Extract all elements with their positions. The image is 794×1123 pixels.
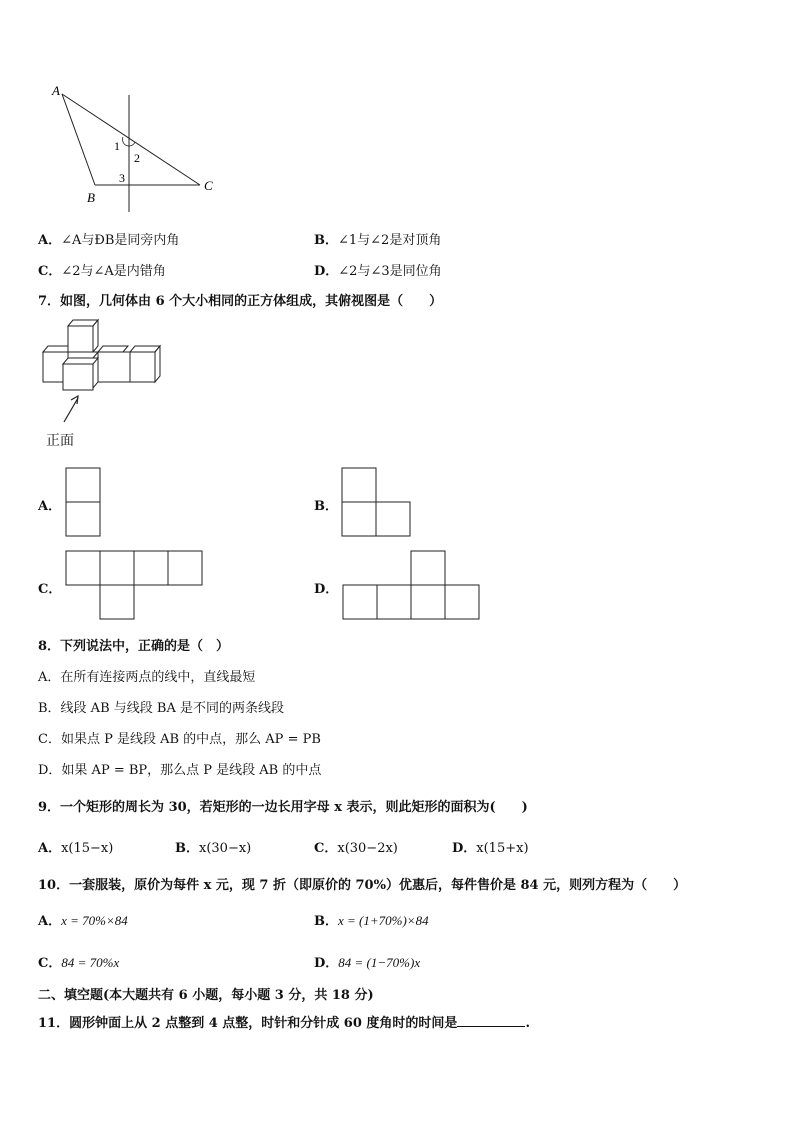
- q9-option-d: D．x(15+x): [452, 841, 529, 856]
- cube-front: [98, 352, 130, 382]
- q8-stem: 8．下列说法中，正确的是（ ）: [38, 639, 230, 654]
- side-ab: [62, 94, 95, 185]
- vertex-a: A: [52, 83, 60, 98]
- cube-front: [130, 352, 155, 382]
- q9-stem: 9．一个矩形的周长为 30，若矩形的一边长用字母 x 表示，则此矩形的面积为( ): [38, 800, 528, 815]
- q7-option-b-figure: [341, 467, 413, 537]
- vertex-b: B: [87, 190, 95, 205]
- q9-option-a: A．x(15−x): [38, 841, 114, 856]
- cube-solid-figure: [40, 314, 165, 424]
- q7-stem: 7．如图，几何体由 6 个大小相同的正方体组成，其俯视图是（ ）: [38, 294, 443, 309]
- q7-option-a-figure: [65, 467, 103, 537]
- vertex-c: C: [204, 178, 213, 193]
- angle-3-label: 3: [119, 171, 125, 185]
- q8-option-d: D．如果 AP = BP，那么点 P 是线段 AB 的中点: [38, 763, 322, 778]
- side-ac: [62, 94, 200, 185]
- cube-top: [63, 358, 98, 364]
- triangle-figure: [40, 82, 230, 212]
- q6-option-c: C．∠2与∠A是内错角: [38, 264, 166, 279]
- angle-1-label: 1: [114, 139, 120, 153]
- q7-option-c-figure: [65, 550, 205, 620]
- q6-option-d: D．∠2与∠3是同位角: [314, 264, 442, 279]
- view-arrow: [64, 398, 78, 422]
- cube-side: [93, 352, 98, 388]
- q10-option-b: B．x = (1+70%)×84: [314, 913, 429, 929]
- q10-stem: 10．一套服装，原价为每件 x 元，现 7 折（即原价的 70%）优惠后，每件售价是 84 元，则列方程为（ ）: [38, 878, 687, 893]
- q10-option-d: D．84 = (1−70%)x: [314, 955, 421, 971]
- q10-option-a: A．x = 70%×84: [38, 913, 128, 929]
- q6-option-b: B．∠1与∠2是对顶角: [314, 233, 442, 248]
- section-heading: 二、填空题(本大题共有 6 小题，每小题 3 分，共 18 分): [38, 988, 374, 1003]
- q9-option-c: C．x(30−2x): [314, 841, 398, 856]
- q11-stem: 11．圆形钟面上从 2 点整到 4 点整，时针和分针成 60 度角时的时间是 .: [38, 1016, 530, 1031]
- cube-side: [155, 346, 160, 382]
- q7-option-d-figure: [342, 550, 482, 620]
- q6-option-a: A．∠A与ÐB是同旁内角: [38, 233, 180, 248]
- q9-option-b: B．x(30−x): [175, 841, 252, 856]
- q10-option-c: C．84 = 70%x: [38, 955, 120, 971]
- q7-option-c-label: C．: [38, 582, 62, 597]
- q8-option-a: A．在所有连接两点的线中，直线最短: [38, 670, 256, 685]
- cube-top: [98, 346, 128, 352]
- q7-option-d-label: D．: [314, 582, 339, 597]
- arrow-head-icon: [71, 396, 78, 404]
- cube-front: [63, 364, 93, 390]
- angle-2-label: 2: [134, 151, 140, 165]
- answer-blank[interactable]: [457, 1014, 525, 1027]
- q7-option-a-label: A．: [38, 499, 62, 514]
- cube-side: [93, 320, 98, 352]
- q7-option-b-label: B．: [314, 499, 338, 514]
- q8-option-c: C．如果点 P 是线段 AB 的中点，那么 AP = PB: [38, 732, 321, 747]
- q8-option-b: B．线段 AB 与线段 BA 是不同的两条线段: [38, 701, 284, 716]
- front-label: 正面: [46, 433, 74, 449]
- cube-front: [68, 326, 93, 352]
